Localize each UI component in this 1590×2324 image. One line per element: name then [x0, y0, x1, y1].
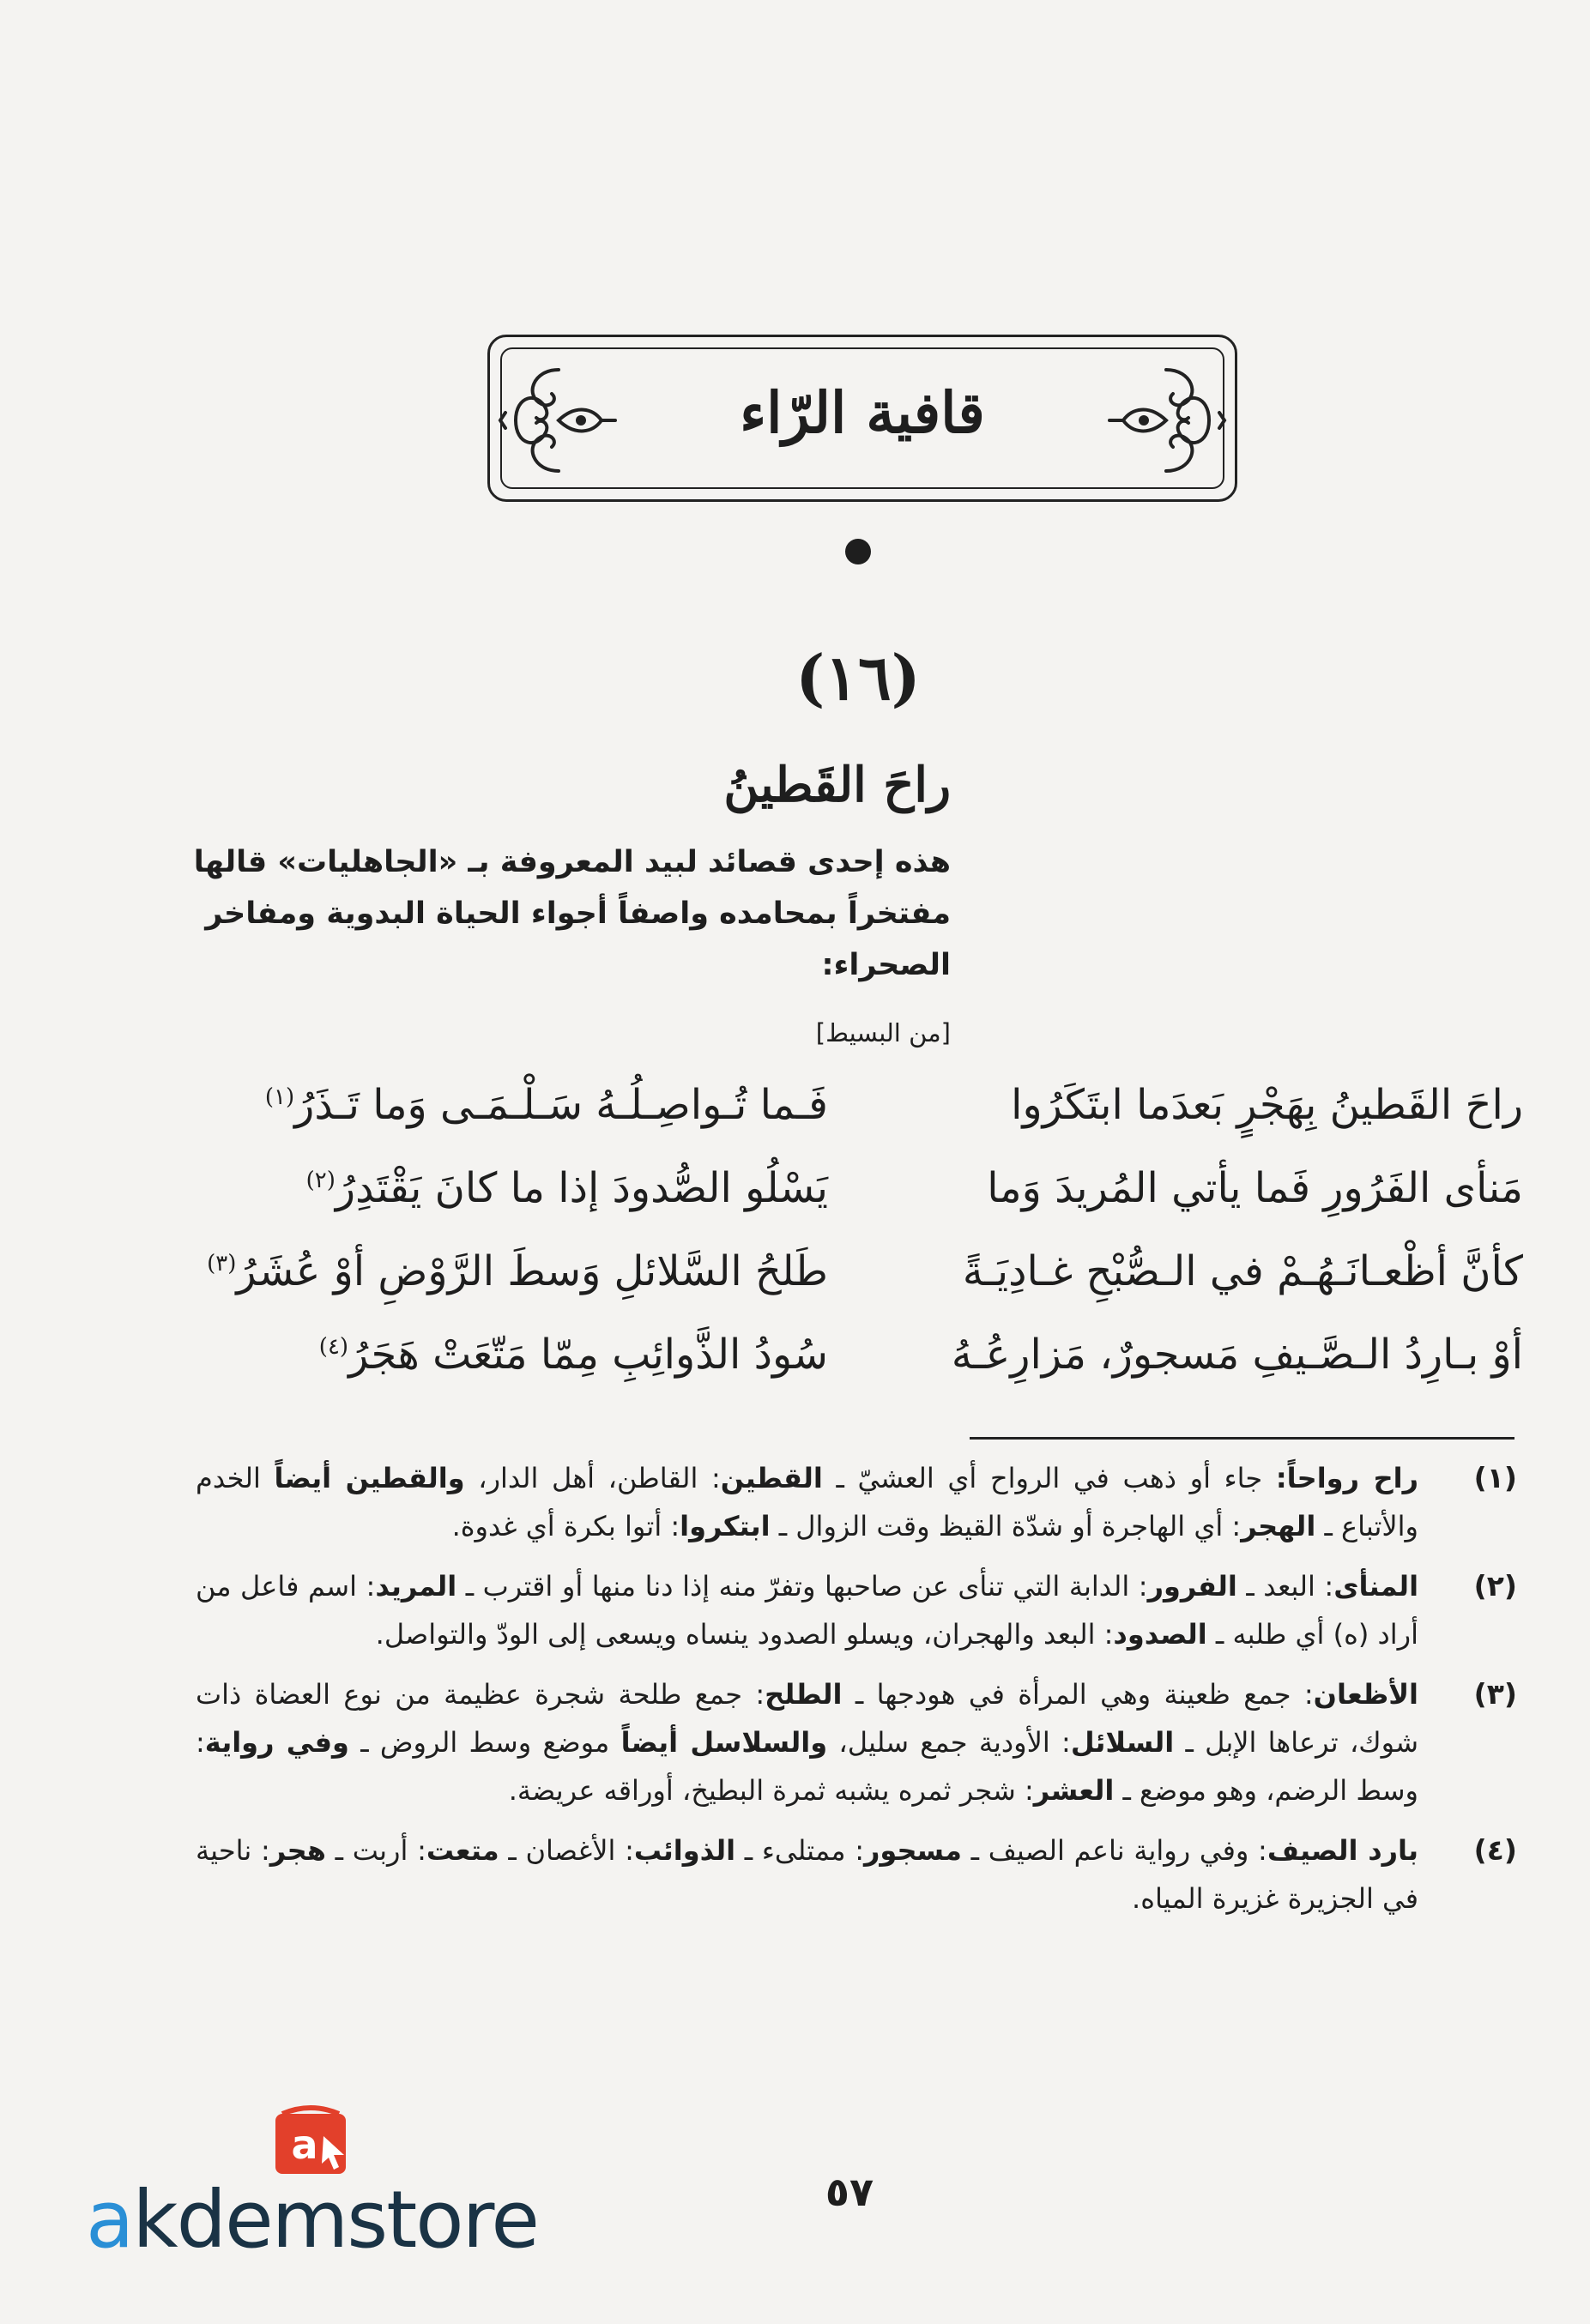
footnote — [196, 1670, 1517, 1814]
footnote-gloss: : الأغصان ـ — [499, 1834, 634, 1867]
store-watermark — [86, 2102, 566, 2266]
verse-line — [197, 1313, 1523, 1397]
verse-first-hemistich: كأنَّ أظْعـانَـهُـمْ في الـصُّبْحِ غـادِيَـةً — [962, 1247, 1523, 1295]
footnote-term: هجر — [269, 1834, 326, 1867]
poem-number: (١٦) — [795, 641, 921, 714]
footnote-gloss: : جمع طلحة شجرة عظيمة من نوع العضاة ذات شوك، ترعاها الإبل ـ — [196, 1678, 1419, 1759]
footnote-gloss: : البعد ـ — [1236, 1570, 1334, 1603]
footnote-number: (٣) — [1473, 1677, 1517, 1711]
chapter-header-frame — [487, 335, 1237, 502]
footnote-reference: (١) — [264, 1084, 295, 1110]
verse-line — [197, 1064, 1523, 1147]
verse-line — [197, 1147, 1523, 1230]
footnote-gloss: : القاطن، أهل الدار، — [464, 1462, 721, 1494]
footnote-term: المنأى — [1333, 1570, 1419, 1603]
footnote-text — [196, 1826, 1418, 1923]
verse-second-text: طَلحُ السَّلائلِ وَسطَ الرَّوْضِ أوْ عُشَرُ — [236, 1247, 828, 1295]
footnote-term: الفرور — [1147, 1570, 1237, 1603]
footnote-term: مسجور — [863, 1834, 962, 1867]
footnote-gloss: : ممتلىء ـ — [735, 1834, 864, 1867]
footnote-term: الهجر — [1241, 1510, 1316, 1542]
footnote-term: الطلح — [765, 1678, 843, 1711]
footnote-gloss: : وسط الرضم، وهو موضع ـ — [196, 1726, 1418, 1807]
footnote-gloss: : اسم فاعل من أراد (ه) أي طلبه ـ — [196, 1570, 1418, 1651]
store-brand-text — [86, 2174, 538, 2266]
verse-first-hemistich: راحَ القَطينُ بِهَجْرٍ بَعدَما ابتَكَرُوا — [1011, 1081, 1523, 1129]
footnote-term: وفي رواية — [204, 1726, 349, 1759]
poem-meter: [من البسيط] — [815, 1018, 951, 1047]
footnote-gloss: الخدم والأتباع ـ — [196, 1462, 1418, 1542]
brand-letter-a: a — [86, 2174, 133, 2266]
footnote-term: السلائل — [1070, 1726, 1175, 1759]
footnote — [196, 1454, 1517, 1550]
page-number: ٥٧ — [825, 2169, 874, 2215]
footnote-term: القطين — [720, 1462, 823, 1494]
svg-text:a: a — [291, 2122, 318, 2168]
footnote — [196, 1562, 1517, 1658]
footnote-term: المريد — [375, 1570, 457, 1603]
footnote-gloss: : جمع ظعينة وهي المرأة في هودجها ـ — [842, 1678, 1314, 1711]
footnote-gloss: : الدابة التي تنأى عن صاحبها وتفرّ منه إذا دنا منها أو اقترب ـ — [456, 1570, 1148, 1603]
verse-first-hemistich: مَنأى الفَرُورِ فَما يأتي المُريدَ وَما — [987, 1164, 1523, 1212]
footnote-text — [196, 1454, 1418, 1550]
footnote-term: والقطين أيضاً — [274, 1462, 465, 1494]
verse-second-hemistich — [219, 1147, 828, 1230]
footnote-term: والسلاسل أيضاً — [620, 1726, 828, 1759]
footnote-number: (٤) — [1473, 1833, 1517, 1867]
footnote-gloss: : شجر ثمره يشبه ثمرة البطيخ، أوراقه عريضة. — [508, 1774, 1034, 1807]
brand-name-rest: kdemstore — [132, 2174, 538, 2266]
verse-line — [197, 1230, 1523, 1313]
verse-second-hemistich — [207, 1230, 828, 1313]
chapter-title: قافية الرّاء — [740, 379, 985, 446]
poem-title: راحَ القَطينُ — [723, 757, 951, 813]
footnote-term: بارد الصيف — [1267, 1834, 1419, 1867]
footnote-term: راح رواحاً: — [1275, 1462, 1419, 1494]
poem-verses — [197, 1064, 1523, 1397]
footnote-reference: (٢) — [305, 1168, 336, 1193]
footnote-term: ابتكروا — [680, 1510, 771, 1542]
footnote — [196, 1826, 1517, 1923]
verse-second-hemistich — [219, 1313, 828, 1397]
footnote-term: الذوائب — [633, 1834, 736, 1867]
verse-second-text: فَـما تُـواصِـلُـهُ سَـلْـمَـى وَما تَـذَرُ — [294, 1081, 828, 1129]
footnote-number: (١) — [1473, 1461, 1517, 1494]
footnotes — [196, 1454, 1517, 1935]
verse-second-text: سُودُ الذَّوائِبِ مِمّا مَتّعَتْ هَجَرُ — [348, 1331, 828, 1379]
footnote-gloss: : وفي رواية ناعم الصيف ـ — [961, 1834, 1267, 1867]
footnote-gloss: : الأودية جمع سليل، — [827, 1726, 1071, 1759]
footnote-reference: (٣) — [207, 1251, 237, 1277]
footnote-term: الأظعان — [1313, 1678, 1418, 1711]
footnote-gloss: : أتوا بكرة أي غدوة. — [451, 1510, 680, 1542]
footnote-term: العشر — [1033, 1774, 1115, 1807]
footnote-number: (٢) — [1473, 1569, 1517, 1603]
footnote-gloss: جاء أو ذهب في الرواح أي العشيّ ـ — [822, 1462, 1276, 1494]
poem-introduction: هذه إحدى قصائد لبيد المعروفة بـ «الجاهليات» قالها مفتخراً بمحامده واصفاً أجواء الحياة البدوية ومفاخر الصحراء: — [193, 845, 951, 982]
verse-first-hemistich: أوْ بـارِدُ الـصَّـيفِ مَسجورٌ، مَزارِعُـهُ — [951, 1331, 1523, 1379]
footnote-gloss: موضع وسط الروض ـ — [348, 1726, 621, 1759]
footnote-term: الصدود — [1113, 1618, 1207, 1651]
footnote-reference: (٤) — [318, 1334, 349, 1360]
footnote-gloss: : أي الهاجرة أو شدّة القيظ وقت الزوال ـ — [770, 1510, 1242, 1542]
footnote-gloss: : ناحية في الجزيرة غزيرة المياه. — [196, 1834, 1418, 1915]
footnote-text — [196, 1562, 1418, 1658]
verse-second-hemistich — [219, 1064, 828, 1147]
section-dot-divider — [845, 539, 871, 564]
footnote-gloss: : أربت ـ — [325, 1834, 426, 1867]
footnote-term: متعت — [426, 1834, 499, 1867]
footnote-text — [196, 1670, 1418, 1814]
verse-second-text: يَسْلُو الصُّدودَ إذا ما كانَ يَقْتَدِرُ — [335, 1164, 828, 1212]
book-cart-icon — [270, 2102, 354, 2181]
footnote-gloss: : البعد والهجران، ويسلو الصدود ينساه ويسعى إلى الودّ والتواصل. — [375, 1618, 1114, 1651]
footnote-separator — [970, 1437, 1514, 1440]
